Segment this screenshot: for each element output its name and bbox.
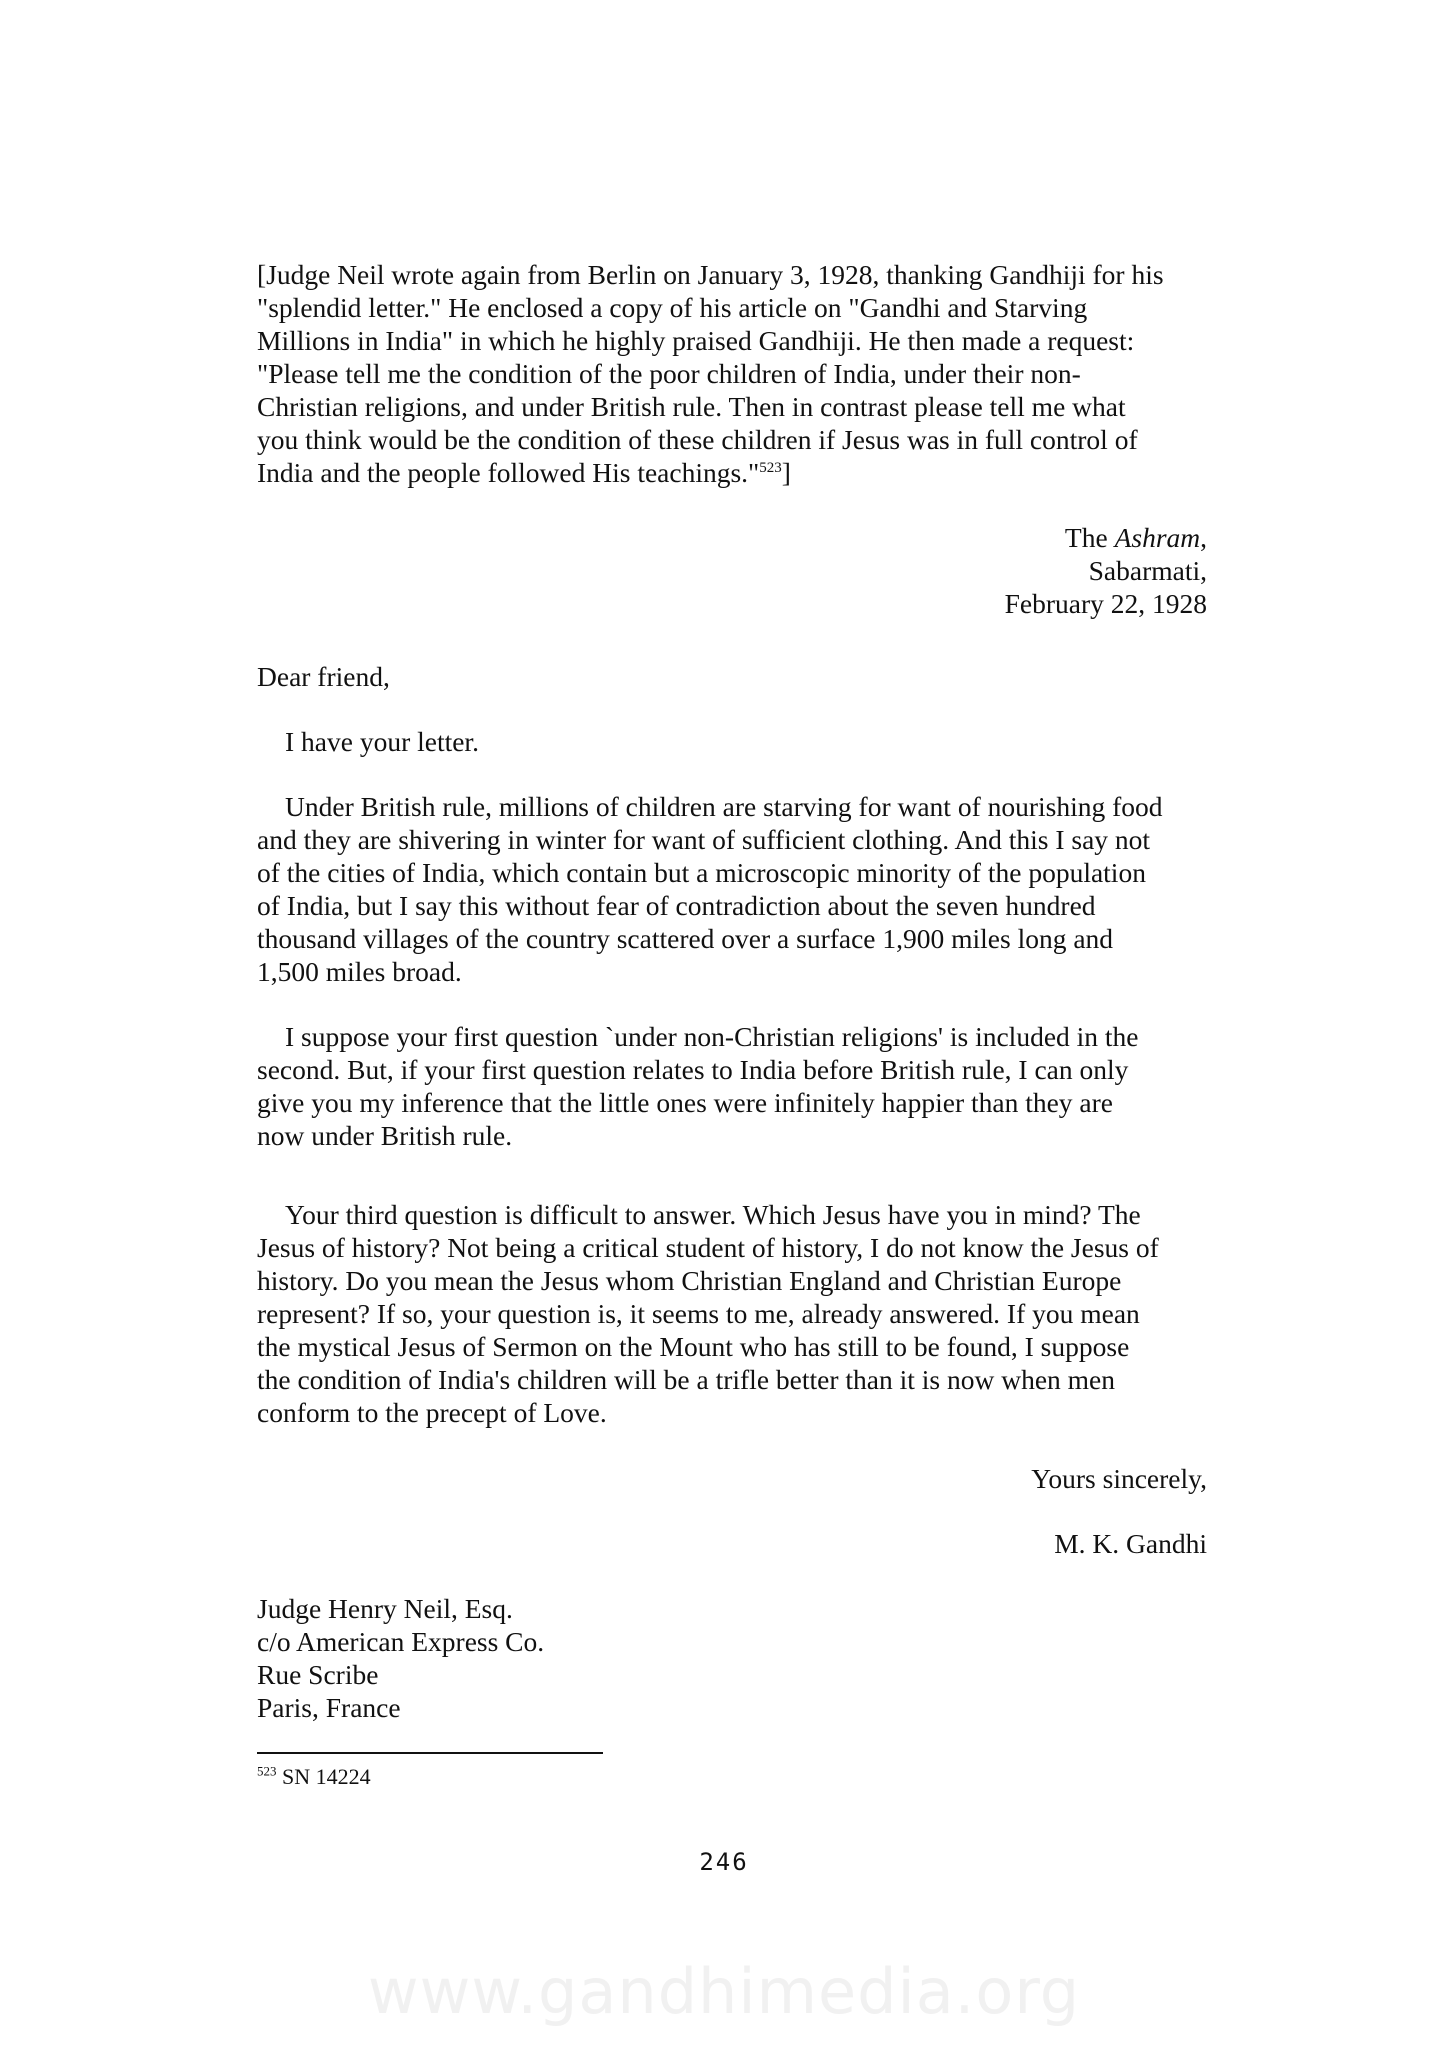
text-line: of India, but I say this without fear of contradiction about the seven hundred <box>257 890 1096 921</box>
text-line: I suppose your first question `under non-Christian religions' is included in the <box>285 1021 1139 1052</box>
signature: M. K. Gandhi <box>1054 1528 1207 1559</box>
footnote-divider <box>257 1752 603 1754</box>
page-number: 246 <box>699 1848 749 1876</box>
sender-address <box>257 521 1207 620</box>
address-line: Rue Scribe <box>257 1659 379 1690</box>
text-line: of the cities of India, which contain but a microscopic minority of the population <box>257 857 1146 888</box>
text-line: you think would be the condition of these children if Jesus was in full control of <box>257 424 1138 455</box>
text-line: history. Do you mean the Jesus whom Christian England and Christian Europe <box>257 1265 1122 1296</box>
address-line <box>257 521 1207 554</box>
watermark: www.gandhimedia.org <box>367 1955 1081 2028</box>
text-line: now under British rule. <box>257 1120 513 1151</box>
text-line: the mystical Jesus of Sermon on the Mount who has still to be found, I suppose <box>257 1331 1130 1362</box>
text-line: thousand villages of the country scattered over a surface 1,900 miles long and <box>257 923 1114 954</box>
text-line: give you my inference that the little ones were infinitely happier than they are <box>257 1087 1114 1118</box>
paragraph-4 <box>257 1198 1207 1429</box>
text-segment: , <box>1200 522 1207 553</box>
address-line: Sabarmati, <box>1088 555 1207 586</box>
address-line: Paris, France <box>257 1692 401 1723</box>
text-line: the condition of India's children will be a trifle better than it is now when men <box>257 1364 1115 1395</box>
ashram-italic: Ashram <box>1114 522 1201 553</box>
paragraph-2 <box>257 790 1207 988</box>
text-segment: India and the people followed His teachings." <box>257 457 760 488</box>
text-line: "splendid letter." He enclosed a copy of his article on "Gandhi and Starving <box>257 292 1088 323</box>
paragraph-3 <box>257 1020 1207 1152</box>
text-line: second. But, if your first question relates to India before British rule, I can only <box>257 1054 1129 1085</box>
letter-date: February 22, 1928 <box>1004 588 1207 619</box>
text-line: Your third question is difficult to answer. Which Jesus have you in mind? The <box>285 1199 1141 1230</box>
editorial-note <box>257 258 1207 489</box>
text-line: and they are shivering in winter for want of sufficient clothing. And this I say not <box>257 824 1151 855</box>
address-line: c/o American Express Co. <box>257 1626 545 1657</box>
text-line: Under British rule, millions of children are starving for want of nourishing food <box>285 791 1163 822</box>
footnote-text: SN 14224 <box>276 1764 371 1789</box>
footnote-number: 523 <box>257 1763 277 1779</box>
complimentary-close: Yours sincerely, <box>1031 1463 1207 1494</box>
address-line: Judge Henry Neil, Esq. <box>257 1593 513 1624</box>
paragraph-1: I have your letter. <box>285 726 479 757</box>
text-line: conform to the precept of Love. <box>257 1397 607 1428</box>
footnote-reference: 523 <box>759 459 782 476</box>
text-line: Millions in India" in which he highly praised Gandhiji. He then made a request: <box>257 325 1135 356</box>
recipient-address <box>257 1592 1207 1724</box>
text-line: "Please tell me the condition of the poor children of India, under their non- <box>257 358 1081 389</box>
text-line <box>257 456 1207 489</box>
text-line: Christian religions, and under British rule. Then in contrast please tell me what <box>257 391 1126 422</box>
text-line: Jesus of history? Not being a critical student of history, I do not know the Jesus of <box>257 1232 1159 1263</box>
closing-bracket: ] <box>781 457 791 488</box>
salutation: Dear friend, <box>257 661 390 692</box>
text-line: 1,500 miles broad. <box>257 956 462 987</box>
text-line: [Judge Neil wrote again from Berlin on January 3, 1928, thanking Gandhiji for his <box>257 259 1164 290</box>
text-line: represent? If so, your question is, it seems to me, already answered. If you mean <box>257 1298 1140 1329</box>
footnote <box>257 1764 371 1790</box>
text-segment: The <box>1064 522 1115 553</box>
